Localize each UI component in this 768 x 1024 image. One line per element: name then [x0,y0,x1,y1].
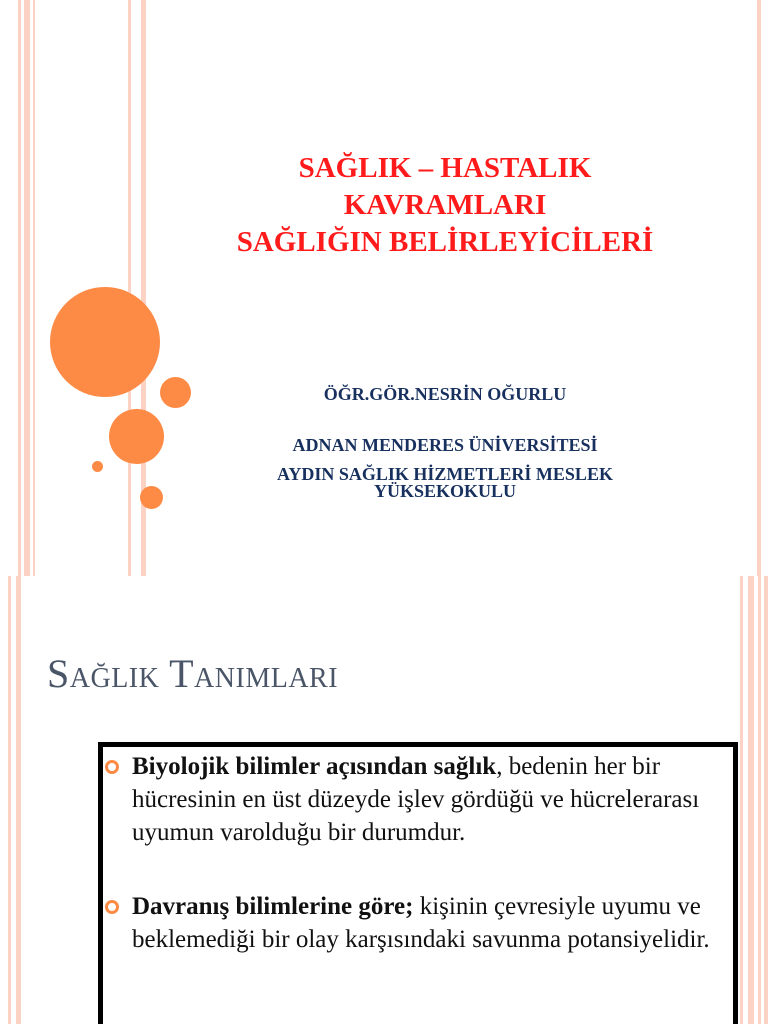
bullet-item [105,890,725,956]
institution-line: AYDIN SAĞLIK HİZMETLERİ MESLEK [277,464,613,484]
decorative-stripe [764,576,768,1024]
decorative-circle-tiny [92,461,103,472]
content-slide [0,576,768,1024]
bullet-ring-icon [105,900,119,914]
decorative-stripe [8,576,11,1024]
decorative-stripe [24,0,30,576]
title-line: KAVRAMLARI [343,189,547,221]
bullet-item [105,750,725,849]
institution [200,436,690,501]
bullet-ring-icon [105,760,119,774]
decorative-circle-small [160,377,191,408]
bullet-text: , bedenin her bir hücresinin en üst düzeyde işlev gördüğü ve hücrelerarası uyumun varolduğu bir durumdur. [132,753,700,846]
institution-line: YÜKSEKOKULU [373,481,517,501]
institution-line: ADNAN MENDERES ÜNİVERSİTESİ [292,435,598,455]
decorative-stripe [758,576,761,1024]
decorative-circle-medium [109,409,164,464]
title-line: SAĞLIK – HASTALIK [298,152,592,184]
decorative-stripe [748,576,754,1024]
bullet-bold-text: Davranış bilimlerine göre; [132,893,414,920]
decorative-stripe [16,576,21,1024]
decorative-stripe [128,0,131,576]
decorative-stripe [18,0,21,576]
bullet-bold-text: Biyolojik bilimler açısından sağlık [132,753,497,780]
slide-title [200,150,690,261]
author-name: ÖĞR.GÖR.NESRİN OĞURLU [323,384,567,404]
slide-heading: Sağlık Tanımları [47,651,339,696]
decorative-stripe [740,576,743,1024]
decorative-stripe [33,0,35,576]
bullet-text: kişinin çevresiyle uyumu ve beklemediği bir olay karşısındaki savunma potansiyelidir. [132,893,710,953]
decorative-stripe [757,0,761,576]
title-line: SAĞLIĞIN BELİRLEYİCİLERİ [236,226,654,258]
decorative-circle-large [50,287,160,397]
decorative-circle-small [140,486,163,509]
